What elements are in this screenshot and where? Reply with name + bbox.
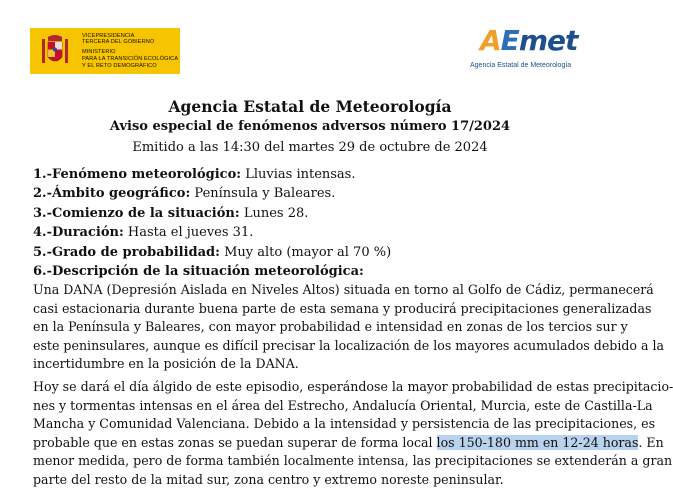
- paragraph-line: Una DANA (Depresión Aislada en Niveles Altos) situada en torno al Golfo de Cádiz, permanecerá: [33, 282, 654, 297]
- issued-date: Emitido a las 14:30 del martes 29 de octubre de 2024: [132, 140, 488, 155]
- field-label: 3.-Comienzo de la situación:: [33, 205, 240, 221]
- warning-fields: [33, 165, 593, 281]
- paragraph-line: casi estacionaria durante buena parte de esta semana y producirá precipitaciones generalizadas: [33, 300, 652, 316]
- field-description-heading: [33, 262, 593, 281]
- paragraph-line: Hoy se dará el día álgido de este episodio, esperándose la mayor probabilidad de estas precipitacio-: [33, 379, 673, 394]
- aemet-logo: [470, 24, 580, 76]
- paragraph-line: nes y tormentas intensas en el área del Estrecho, Andalucía Oriental, Murcia, este de Castilla-La: [33, 397, 653, 413]
- description-paragraph-2: [33, 378, 673, 490]
- aemet-letter-e: E: [500, 24, 519, 57]
- paragraph-line: menor medida, pero de forma también localmente intensa, las precipitaciones se extenderán a gran: [33, 453, 673, 469]
- document-header: [0, 97, 620, 158]
- field-label: 2.-Ámbito geográfico:: [33, 186, 191, 202]
- paragraph-line: en la Península y Baleares, con mayor probabilidad e intensidad en zonas de los tercios sur y: [33, 319, 628, 335]
- field-duration: [33, 223, 593, 242]
- document-subtitle: Aviso especial de fenómenos adversos número 17/2024: [109, 119, 511, 134]
- document-title: Agencia Estatal de Meteorología: [168, 97, 452, 116]
- field-area: [33, 184, 593, 203]
- gov-line-3: MINISTERIO: [82, 49, 116, 56]
- aemet-letter-a: A: [480, 24, 501, 57]
- paragraph-line-highlighted: [33, 434, 664, 453]
- text-after-highlight: . En: [638, 434, 664, 450]
- government-text: [82, 33, 178, 70]
- field-label: 5.-Grado de probabilidad:: [33, 244, 220, 260]
- text-before-highlight: probable que en estas zonas se puedan superar de forma local: [33, 434, 437, 450]
- field-value: Península y Baleares.: [194, 186, 336, 202]
- field-value: Hasta el jueves 31.: [127, 225, 254, 241]
- field-value: Lluvias intensas.: [245, 167, 356, 182]
- field-probability: [33, 243, 593, 262]
- government-logo: [30, 28, 180, 74]
- paragraph-line: Mancha y Comunidad Valenciana. Debido a la intensidad y persistencia de las precipitaciones, es: [33, 416, 656, 432]
- highlighted-text[interactable]: los 150-180 mm en 12-24 horas: [436, 434, 639, 450]
- field-label: 1.-Fenómeno meteorológico:: [33, 167, 242, 182]
- field-phenomenon: [33, 165, 593, 184]
- gov-line-1: VICEPRESIDENCIA: [82, 32, 135, 39]
- aemet-wordmark: [480, 24, 577, 58]
- paragraph-line: parte del resto de la mitad sur, zona centro y extremo noreste peninsular.: [33, 471, 504, 487]
- description-paragraph-1: [33, 281, 665, 374]
- aemet-letters-met: met: [518, 24, 578, 57]
- field-label: 6.-Descripción de la situación meteorológica:: [33, 264, 364, 280]
- field-label: 4.-Duración:: [33, 225, 124, 241]
- gov-line-4: PARA LA TRANSICIÓN ECOLÓGICA: [82, 55, 179, 62]
- field-value: Lunes 28.: [243, 205, 309, 221]
- gov-line-5: Y EL RETO DEMOGRÁFICO: [82, 62, 157, 69]
- gov-line-2: TERCERA DEL GOBIERNO: [82, 39, 155, 46]
- paragraph-line: este peninsulares, aunque es difícil precisar la localización de los mayores acumulados debido a la: [33, 337, 665, 353]
- coat-of-arms-icon: [40, 33, 70, 69]
- field-value: Muy alto (mayor al 70 %): [224, 244, 392, 260]
- paragraph-line: incertidumbre en la posición de la DANA.: [33, 356, 299, 372]
- field-start: [33, 204, 593, 223]
- aemet-subtitle: Agencia Estatal de Meteorología: [470, 62, 572, 69]
